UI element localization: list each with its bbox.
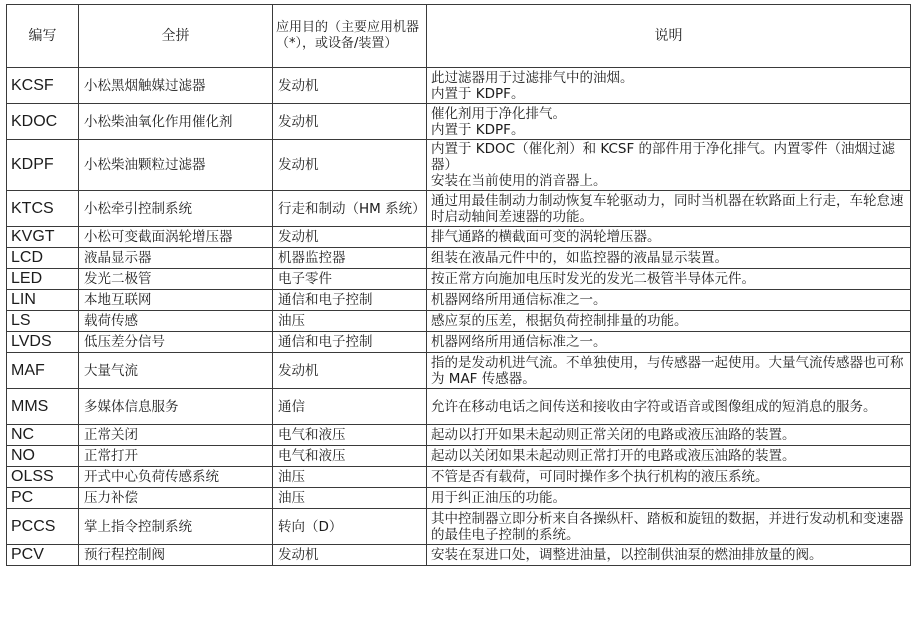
- full-name-cell: 预行程控制阀: [79, 545, 273, 566]
- table-row: [7, 446, 911, 467]
- table-row: [7, 269, 911, 290]
- abbr-cell: NC: [7, 425, 79, 446]
- abbr-cell: KTCS: [7, 191, 79, 227]
- table-row: [7, 248, 911, 269]
- purpose-cell: 电气和液压: [273, 446, 427, 467]
- table-row: [7, 488, 911, 509]
- table-row: [7, 332, 911, 353]
- abbreviation-table: [6, 4, 911, 566]
- abbreviation-table-container: [6, 4, 910, 566]
- full-name-cell: 低压差分信号: [79, 332, 273, 353]
- table-row: [7, 311, 911, 332]
- table-row: [7, 545, 911, 566]
- table-row: [7, 140, 911, 191]
- description-cell: 机器网络所用通信标准之一。: [427, 332, 911, 353]
- description-cell: 按正常方向施加电压时发光的发光二极管半导体元件。: [427, 269, 911, 290]
- full-name-cell: 正常打开: [79, 446, 273, 467]
- description-cell: 排气通路的横截面可变的涡轮增压器。: [427, 227, 911, 248]
- full-name-cell: 小松柴油颗粒过滤器: [79, 140, 273, 191]
- abbr-cell: KCSF: [7, 68, 79, 104]
- full-name-cell: 开式中心负荷传感系统: [79, 467, 273, 488]
- table-row: [7, 191, 911, 227]
- purpose-cell: 油压: [273, 488, 427, 509]
- abbr-cell: KVGT: [7, 227, 79, 248]
- purpose-cell: 通信: [273, 389, 427, 425]
- full-name-cell: 掌上指令控制系统: [79, 509, 273, 545]
- full-name-cell: 液晶显示器: [79, 248, 273, 269]
- table-header-row: [7, 5, 911, 68]
- table-row: [7, 104, 911, 140]
- abbr-cell: MAF: [7, 353, 79, 389]
- full-name-cell: 本地互联网: [79, 290, 273, 311]
- abbr-cell: PCV: [7, 545, 79, 566]
- purpose-cell: 油压: [273, 467, 427, 488]
- purpose-cell: 转向（D）: [273, 509, 427, 545]
- table-row: [7, 227, 911, 248]
- abbr-cell: KDOC: [7, 104, 79, 140]
- full-name-cell: 发光二极管: [79, 269, 273, 290]
- full-name-cell: 载荷传感: [79, 311, 273, 332]
- abbr-cell: NO: [7, 446, 79, 467]
- purpose-cell: 机器监控器: [273, 248, 427, 269]
- abbr-cell: LED: [7, 269, 79, 290]
- full-name-cell: 大量气流: [79, 353, 273, 389]
- purpose-cell: 电气和液压: [273, 425, 427, 446]
- full-name-cell: 小松柴油氧化作用催化剂: [79, 104, 273, 140]
- table-row: [7, 290, 911, 311]
- description-cell: 起动以打开如果未起动则正常关闭的电路或液压油路的装置。: [427, 425, 911, 446]
- header-purpose: 应用目的（主要应用机器（*），或设备/装置）: [273, 5, 427, 68]
- purpose-cell: 发动机: [273, 140, 427, 191]
- purpose-cell: 发动机: [273, 68, 427, 104]
- description-cell: 允许在移动电话之间传送和接收由字符或语音或图像组成的短消息的服务。: [427, 389, 911, 425]
- table-row: [7, 353, 911, 389]
- table-row: [7, 425, 911, 446]
- description-cell: 催化剂用于净化排气。 内置于 KDPF。: [427, 104, 911, 140]
- purpose-cell: 发动机: [273, 104, 427, 140]
- table-row: [7, 509, 911, 545]
- abbr-cell: LIN: [7, 290, 79, 311]
- abbr-cell: LCD: [7, 248, 79, 269]
- full-name-cell: 小松牵引控制系统: [79, 191, 273, 227]
- abbr-cell: KDPF: [7, 140, 79, 191]
- description-cell: 指的是发动机进气流。不单独使用，与传感器一起使用。大量气流传感器也可称为 MAF 传感器。: [427, 353, 911, 389]
- abbr-cell: PCCS: [7, 509, 79, 545]
- full-name-cell: 正常关闭: [79, 425, 273, 446]
- abbr-cell: PC: [7, 488, 79, 509]
- purpose-cell: 通信和电子控制: [273, 290, 427, 311]
- header-full-name: 全拼: [79, 5, 273, 68]
- header-abbreviation: 编写: [7, 5, 79, 68]
- full-name-cell: 小松黑烟触媒过滤器: [79, 68, 273, 104]
- abbr-cell: LS: [7, 311, 79, 332]
- description-cell: 感应泵的压差，根据负荷控制排量的功能。: [427, 311, 911, 332]
- description-cell: 其中控制器立即分析来自各操纵杆、踏板和旋钮的数据，并进行发动机和变速器的最佳电子控制的系统。: [427, 509, 911, 545]
- purpose-cell: 油压: [273, 311, 427, 332]
- table-row: [7, 68, 911, 104]
- full-name-cell: 小松可变截面涡轮增压器: [79, 227, 273, 248]
- description-cell: 机器网络所用通信标准之一。: [427, 290, 911, 311]
- abbr-cell: OLSS: [7, 467, 79, 488]
- description-cell: 内置于 KDOC（催化剂）和 KCSF 的部件用于净化排气。内置零件（油烟过滤器） 安装在当前使用的消音器上。: [427, 140, 911, 191]
- description-cell: 安装在泵进口处，调整进油量，以控制供油泵的燃油排放量的阀。: [427, 545, 911, 566]
- table-row: [7, 389, 911, 425]
- purpose-cell: 发动机: [273, 353, 427, 389]
- description-cell: 不管是否有载荷，可同时操作多个执行机构的液压系统。: [427, 467, 911, 488]
- description-cell: 此过滤器用于过滤排气中的油烟。 内置于 KDPF。: [427, 68, 911, 104]
- purpose-cell: 通信和电子控制: [273, 332, 427, 353]
- purpose-cell: 发动机: [273, 545, 427, 566]
- description-cell: 组装在液晶元件中的，如监控器的液晶显示装置。: [427, 248, 911, 269]
- purpose-cell: 发动机: [273, 227, 427, 248]
- abbr-cell: LVDS: [7, 332, 79, 353]
- table-row: [7, 467, 911, 488]
- description-cell: 用于纠正油压的功能。: [427, 488, 911, 509]
- full-name-cell: 多媒体信息服务: [79, 389, 273, 425]
- purpose-cell: 电子零件: [273, 269, 427, 290]
- description-cell: 起动以关闭如果未起动则正常打开的电路或液压油路的装置。: [427, 446, 911, 467]
- description-cell: 通过用最佳制动力制动恢复车轮驱动力，同时当机器在软路面上行走，车轮怠速时启动轴间差速器的功能。: [427, 191, 911, 227]
- full-name-cell: 压力补偿: [79, 488, 273, 509]
- abbr-cell: MMS: [7, 389, 79, 425]
- purpose-cell: 行走和制动（HM 系统）: [273, 191, 427, 227]
- header-description: 说明: [427, 5, 911, 68]
